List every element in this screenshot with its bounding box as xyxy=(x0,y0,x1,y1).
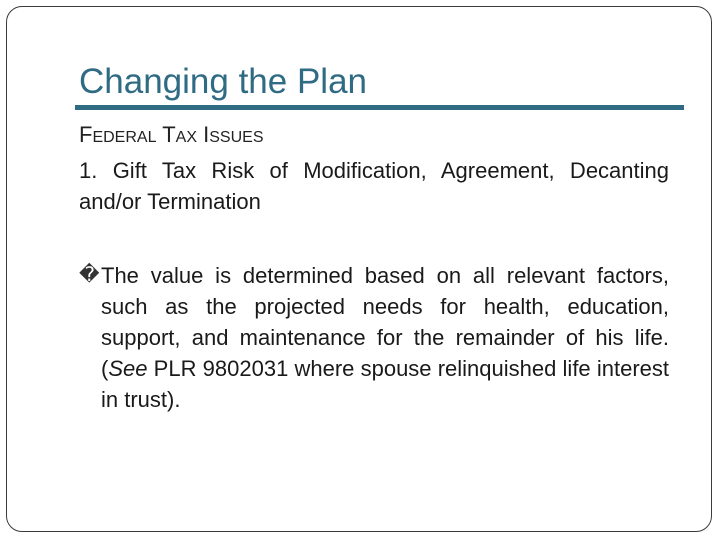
bullet-text-italic: See xyxy=(108,356,148,381)
bullet-text-part2: PLR 9802031 where spouse relinquished life interest in trust). xyxy=(101,356,669,412)
section-heading-word-tax: AX xyxy=(175,129,197,146)
section-heading-cap-f: F xyxy=(79,122,93,147)
section-heading xyxy=(79,122,264,151)
slide-title: Changing the Plan xyxy=(79,62,367,101)
bullet-text xyxy=(101,260,669,415)
bullet-point xyxy=(79,260,669,415)
bullet-text-part1: The value is determined based on all relevant factors, such as the projected needs for health, education, support, and maintenance for the remainder of his life. ( xyxy=(101,263,669,381)
bullet-icon: � xyxy=(79,264,100,286)
title-underline xyxy=(75,105,684,110)
numbered-item: 1. Gift Tax Risk of Modification, Agreement, Decanting and/or Termination xyxy=(79,158,669,214)
section-heading-cap-i: I xyxy=(203,122,210,147)
section-heading-cap-t: T xyxy=(162,122,176,147)
section-heading-word-issues: SSUES xyxy=(209,129,264,146)
section-heading-word-federal: EDERAL xyxy=(92,129,157,146)
